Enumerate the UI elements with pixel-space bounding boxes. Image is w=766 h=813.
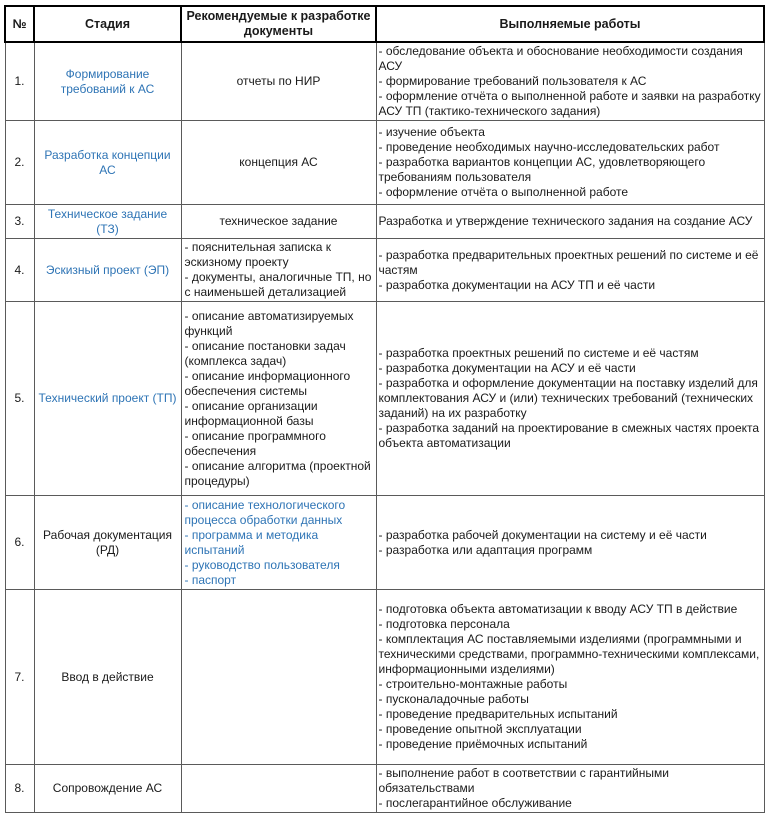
document-link[interactable]: - описание технологического процесса обработки данных [184, 497, 346, 527]
stage-label: Рабочая документация (РД) [43, 527, 172, 557]
stage-cell [34, 239, 181, 302]
works-cell [376, 765, 764, 813]
table-row [5, 205, 764, 239]
stages-table-wrapper [4, 5, 765, 813]
row-number: 7. [5, 590, 34, 765]
header-stage: Стадия [34, 6, 181, 42]
stage-cell [34, 590, 181, 765]
work-item: - комплектация АС поставляемыми изделиями (программными и техническими средствами, программно-техническими комплексами, информационными изделиями) [378, 632, 760, 676]
work-item: - формирование требований пользователя к АС [378, 74, 647, 88]
stage-link[interactable]: Технический проект (ТП) [38, 391, 177, 405]
document-link[interactable]: - паспорт [184, 572, 237, 587]
stage-cell [34, 121, 181, 205]
document-item: - описание информационного обеспечения системы [184, 368, 351, 398]
row-number: 4. [5, 239, 34, 302]
work-item: - разработка рабочей документации на систему и её части [378, 527, 707, 542]
work-item: - разработка вариантов концепции АС, удовлетворяющего требованиям пользователя [378, 155, 706, 184]
table-row [5, 496, 764, 590]
documents-cell [181, 42, 376, 121]
row-number: 3. [5, 205, 34, 239]
stages-table [4, 5, 765, 813]
work-item: - оформление отчёта о выполненной работе и заявки на разработку АСУ ТП (тактико-технического задания) [378, 89, 761, 118]
header-row [5, 6, 764, 42]
work-item: - обследование объекта и обоснование необходимости создания АСУ [378, 44, 743, 73]
work-item: - проведение приёмочных испытаний [378, 737, 588, 751]
documents-cell [181, 121, 376, 205]
stage-link[interactable]: Формирование требований к АС [60, 66, 155, 96]
header-documents: Рекомендуемые к разработке документы [181, 6, 376, 42]
table-row [5, 42, 764, 121]
stage-cell [34, 205, 181, 239]
work-item: - подготовка объекта автоматизации к вводу АСУ ТП в действие [378, 602, 738, 616]
table-row [5, 302, 764, 496]
documents-cell [181, 590, 376, 765]
works-cell [376, 496, 764, 590]
document-item: концепция АС [239, 155, 318, 169]
row-number: 5. [5, 302, 34, 496]
row-number: 6. [5, 496, 34, 590]
works-cell [376, 590, 764, 765]
table-row [5, 765, 764, 813]
row-number: 1. [5, 42, 34, 121]
stage-link[interactable]: Эскизный проект (ЭП) [45, 262, 170, 277]
works-cell [376, 42, 764, 121]
work-item: - разработка или адаптация программ [378, 542, 593, 557]
table-row [5, 590, 764, 765]
document-link[interactable]: - программа и методика испытаний [184, 527, 319, 557]
documents-cell [181, 302, 376, 496]
stage-cell [34, 42, 181, 121]
documents-cell [181, 496, 376, 590]
stage-label: Ввод в действие [61, 669, 154, 684]
row-number: 2. [5, 121, 34, 205]
document-item: - документы, аналогичные ТП, но с наименьшей детализацией [184, 270, 372, 299]
work-item: - разработка документации на АСУ ТП и её части [378, 277, 656, 292]
document-item: отчеты по НИР [236, 74, 321, 88]
stage-link[interactable]: Разработка концепции АС [44, 147, 171, 177]
work-item: - разработка и оформление документации на поставку изделий для комплектования АСУ и (или) технических требований (технических заданий) на их разработку [378, 376, 758, 420]
stage-cell [34, 496, 181, 590]
work-item: - изучение объекта [378, 125, 485, 139]
works-cell [376, 205, 764, 239]
works-cell [376, 239, 764, 302]
table-body [5, 42, 764, 813]
works-cell [376, 121, 764, 205]
documents-cell [181, 239, 376, 302]
stage-cell [34, 302, 181, 496]
document-link[interactable]: - руководство пользователя [184, 557, 340, 572]
documents-cell [181, 205, 376, 239]
documents-cell [181, 765, 376, 813]
work-item: - подготовка персонала [378, 617, 510, 631]
work-item: - разработка предварительных проектных решений по системе и её частям [378, 247, 759, 277]
table-row [5, 121, 764, 205]
document-item: - описание постановки задач (комплекса задач) [184, 338, 346, 368]
document-item: - описание программного обеспечения [184, 428, 326, 458]
stage-link[interactable]: Техническое задание (ТЗ) [47, 206, 168, 236]
work-item: - строительно-монтажные работы [378, 677, 568, 691]
document-item: - описание автоматизируемых функций [184, 308, 354, 338]
header-number: № [5, 6, 34, 42]
table-row [5, 239, 764, 302]
document-item: - описание алгоритма (проектной процедуры) [184, 458, 371, 488]
work-item: Разработка и утверждение технического задания на создание АСУ [378, 214, 753, 228]
header-works: Выполняемые работы [376, 6, 764, 42]
work-item: - оформление отчёта о выполненной работе [378, 185, 629, 199]
table-header [5, 6, 764, 42]
document-item: - пояснительная записка к эскизному проекту [184, 240, 332, 269]
work-item: - разработка заданий на проектирование в смежных частях проекта объекта автоматизации [378, 421, 760, 450]
document-item: техническое задание [219, 214, 338, 228]
work-item: - выполнение работ в соответствии с гарантийными обязательствами [378, 766, 669, 795]
work-item: - проведение предварительных испытаний [378, 707, 618, 721]
work-item: - проведение необходимых научно-исследовательских работ [378, 140, 720, 154]
works-cell [376, 302, 764, 496]
work-item: - пусконаладочные работы [378, 692, 529, 706]
work-item: - послегарантийное обслуживание [378, 796, 572, 810]
row-number: 8. [5, 765, 34, 813]
stage-cell [34, 765, 181, 813]
work-item: - проведение опытной эксплуатации [378, 722, 582, 736]
work-item: - разработка проектных решений по системе и её частям [378, 346, 699, 360]
document-item: - описание организации информационной базы [184, 398, 318, 428]
stage-label: Сопровождение АС [52, 781, 163, 795]
work-item: - разработка документации на АСУ и её части [378, 361, 636, 375]
